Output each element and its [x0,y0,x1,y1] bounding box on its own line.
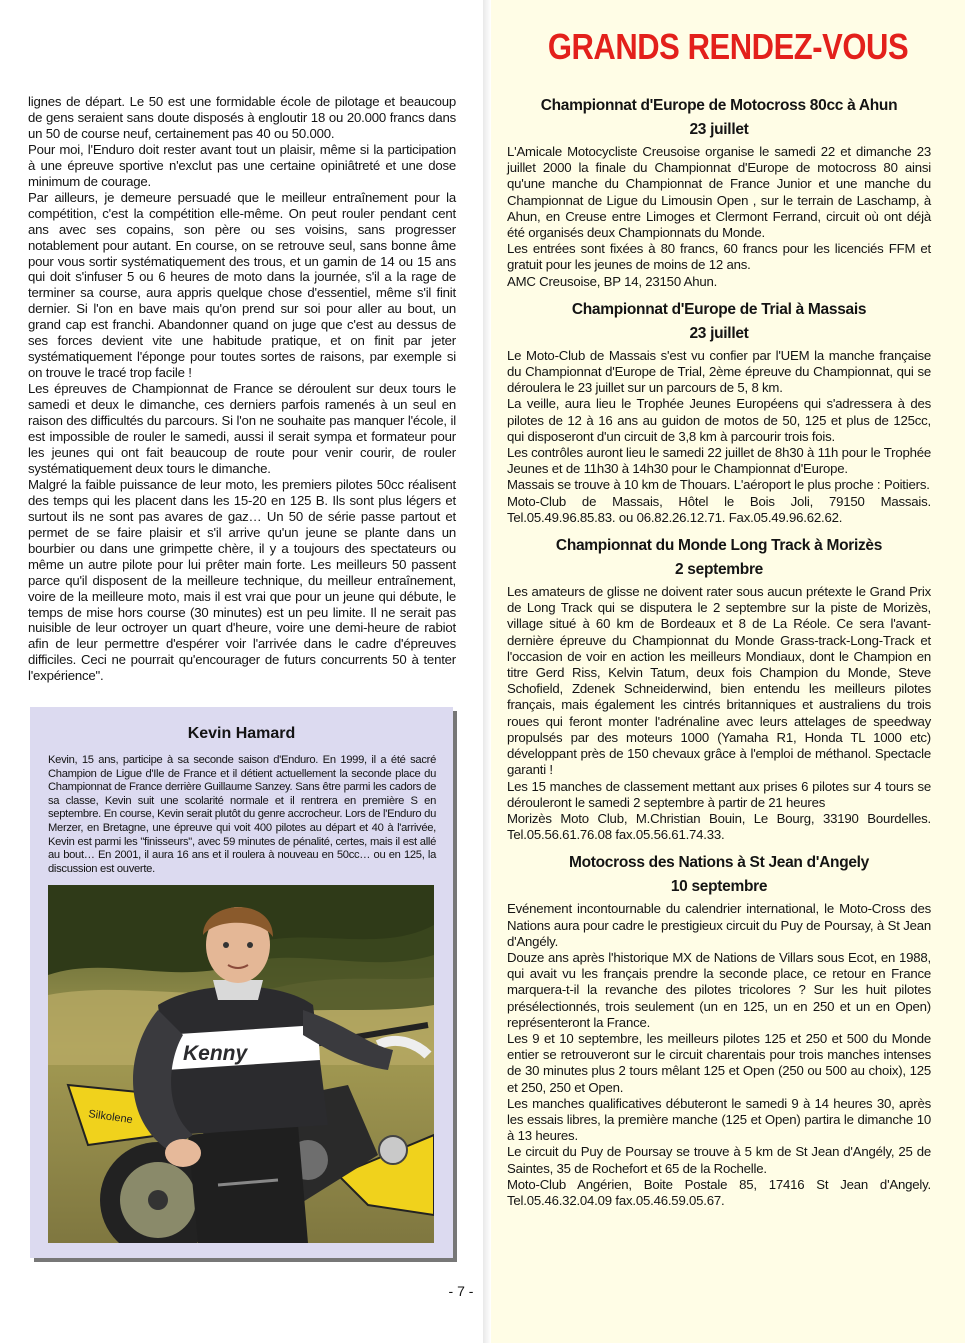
left-paragraph: Les épreuves de Championnat de France se déroulent sur deux tours le samedi et deux le dimanche, ces derniers parfois ramenés à un seul en raison des difficultés du parcours. Si l'on ne souhaite pas manquer l'école, il est impossible de rouler le samedi, aussi il serait sympa et formateur pour les jeunes qui ont fait beaucoup de route pour venir courir, de rouler systématiquement deux tours le dimanche. [28,381,456,476]
event-paragraph: La veille, aura lieu le Trophée Jeunes Européens qui s'adressera à des pilotes de 12 à 16 ans au guidon de motos de 50, 125 et plus de 125cc, qui disposeront d'un circuit de 3,8 km à parcourir trois fois. [507,396,931,444]
event-heading [507,851,931,899]
event-paragraph: Les contrôles auront lieu le samedi 22 juillet de 8h30 à 11h pour le Trophée Jeunes et de 11h30 à 14h30 pour le Championnat d'Europe. [507,445,931,477]
event-date: 23 juillet [689,121,749,138]
event-name: Championnat d'Europe de Motocross 80cc à Ahun [540,97,898,114]
event-name: Championnat d'Europe de Trial à Massais [571,300,867,318]
event-paragraph: Moto-Club Angérien, Boite Postale 85, 17416 St Jean d'Angely. Tel.05.46.32.04.09 fax.05.46.59.05.67. [507,1176,931,1208]
event-date: 10 septembre [670,878,768,896]
event-name: Motocross des Nations à St Jean d'Angely [568,854,870,872]
page-fold [483,0,491,1343]
jersey-logo-text: Kenny [183,1042,248,1065]
event-paragraph: Douze ans après l'historique MX de Nations de Villars sous Ecot, en 1988, qui avait vu les français prendre la seconde place, ce retour en France marquera-t-il la revanche des pilotes tricolores ? Sur les huit pilotes présélectionnés, trois seulement (un en 125, un en 250 et un en Open) représenteront la France. [507,949,931,1030]
event-morizes [507,534,931,843]
left-paragraph: lignes de départ. Le 50 est une formidable école de pilotage et beaucoup de gens seraient sans doute disposés à engloutir 18 ou 20.000 francs dans un 50 de course neuf, certainement pas 40 ou 50.000. [28,94,456,141]
page-number: - 7 - [448,1283,474,1299]
event-date: 2 septembre [674,561,764,579]
event-paragraph: Les 9 et 10 septembre, les meilleurs pilotes 125 et 250 et 500 du Monde entier se retrouveront sur le circuit charentais pour trois manches intenses de 30 minutes plus 2 tours mêlant 125 et Open (250 ou 500 au choix), 125 et 250, 250 et Open. [507,1030,931,1095]
event-massais [507,298,931,526]
rider-photo-illustration [48,885,434,1243]
events-list [507,94,931,1209]
event-heading [507,94,931,142]
section-title: GRANDS RENDEZ-VOUS [547,26,909,67]
left-paragraph: Par ailleurs, je demeure persuadé que le meilleur entraînement pour la compétition, c'est la compétition elle-même. On peut rouler pendant cent ans avec ses copains, son père ou ses voisins, sans progresser notablement pour autant. En course, on se retrouve seul, sans bonne âme pour vous sortir systématiquement des trous, et un gamin de 14 ou 15 ans qui doit s'infuser 5 ou 6 heures de moto dans la journée, s'il a la rage de terminer sa course, aura appris quelque chose d'essentiel, même s'il finit dernier. Si l'on en bave mais qu'on prend sur soi pour aller au bout, un grand cap est franchi. Abandonner quand on juge que c'est au dessus de ses forces devient vite une habitude pratique, et on finit par jeter systématiquement l'éponge pour toutes sortes de raisons, par exemple si on trouve le tracé trop facile ! [28,189,456,381]
sidebar-title: Kevin Hamard [187,725,296,742]
event-st-jean-dangely [507,851,931,1209]
sidebar-body: Kevin, 15 ans, participe à sa seconde saison d'Enduro. En 1999, il a été sacré Champion de Ligue d'Ile de France et il détient actuellement la seconde place du Championnat de France derrière Guillaume Sanzey. Sans être parmi les cadors de sa classe, Kevin suit une scolarité normale et il rentrera en première S en septembre. En course, Kevin serait plutôt du genre accrocheur. Lors de l'Enduro du Merzer, en Bretagne, une épreuve qui voit 400 pilotes au départ et 40 à l'arrivée, Kevin est parmi les "finisseurs", avec 59 minutes de pénalité, certes, mais il est allé au bout… En 2001, il aura 16 ans et il roulera à nouveau en 50cc… ou en 125, la discussion est ouverte. [48,754,436,875]
event-paragraph: Les amateurs de glisse ne doivent rater sous aucun prétexte le Grand Prix de Long Track qui se disputera le 2 septembre sur la piste de Morizès, village situé à 60 km de Bordeaux et 8 de La Réole. Ce sera l'avant-dernière épreuve du Championnat du Monde Grass-track-Long-Track et l'occasion de voir en action les meilleurs Mondiaux, dont le Champion en titre Gerd Riss, Kelvin Tatum, deux fois Champion du Monde, Steve Schofield, Zdenek Schneiderwind, bien entendu les meilleurs pilotes français, mais également les cintrés britanniques et australiens du trois roues qui feront monter l'adrénaline avec leurs attelages de speedway propulsés par des moteurs 1000 (Yamaha R1, Honda TL 1000 etc) développant près de 150 chevaux grâce à l'emploi de méthanol. Spectacle garanti ! [507,584,931,778]
event-paragraph: Massais se trouve à 10 km de Thouars. L'aéroport le plus proche : Poitiers. [507,477,930,493]
rider-photo [48,885,434,1243]
event-paragraph: Les 15 manches de classement mettant aux prises 6 pilotes sur 4 tours se dérouleront le samedi 2 septembre à partir de 21 heures [507,778,931,810]
event-paragraph: Moto-Club de Massais, Hôtel le Bois Joli, 79150 Massais. Tel.05.49.96.85.83. ou 06.82.26.12.71. Fax.05.49.96.62.62. [507,493,931,525]
left-article [28,94,456,684]
event-heading [507,298,931,346]
event-paragraph: L'Amicale Motocycliste Creusoise organise le samedi 22 et dimanche 23 juillet 2000 la finale du Championnat d'Europe de motocross 80 ainsi qu'une manche du Championnat de France Junior et une manche du Championnat de Ligue du Limousin Open , sur le terrain de Laschamp, à Ahun, en Creuse entre Limoges et Clermont Ferrand, circuit où ont déjà été organisés deux Championnats du Monde. [507,144,931,241]
event-heading [507,534,931,582]
event-name: Championnat du Monde Long Track à Morizès [555,537,883,555]
event-paragraph: Morizès Moto Club, M.Christian Bouin, Le Bourg, 33190 Bourdelles. Tel.05.56.61.76.08 fax.05.56.61.74.33. [507,810,931,843]
event-paragraph: AMC Creusoise, BP 14, 23150 Ahun. [507,273,718,289]
event-paragraph: Le Moto-Club de Massais s'est vu confier par l'UEM la manche française du Championnat d'Europe de Trial, 2ème épreuve du Championnat, qui se déroulera le 23 juillet sur un parcours de 5, 8 km. [507,347,931,396]
event-paragraph: Le circuit du Puy de Poursay se trouve à 5 km de St Jean d'Angély, 25 de Saintes, 35 de Rochefort et 65 de la Rochelle. [507,1144,931,1176]
event-ahun [507,94,931,290]
event-date: 23 juillet [689,324,749,342]
left-paragraph: Malgré la faible puissance de leur moto, les premiers pilotes 50cc réalisent des temps qui les placent dans les 15-20 en 125 B. Ils sont plus légers et surtout ils ne sont pas avares de gaz… Un 50 de série passe partout et permet de se faire plaisir et s'il arrive qu'un jeune se plante dans un bourbier ou dans une grimpette chère, il y a toujours des spectateurs ou même un autre pilote pour lui prêter main forte. Les meilleurs 50 passent parce qu'il disposent de la meilleure technique, du meilleur entraînement, voire de la meilleure moto, mais il est vrai que pour un jeune qui débute, le temps de mise hors course (30 minutes) est un peu limite. Il ne serait pas nuisible de leur octroyer un quart d'heure, voire une demi-heure de rabiot afin de leur permettre d'espérer voir l'arrivée dans le cadre d'épreuves difficiles. Ceci ne pourrait qu'encourager de futurs concurrents 50 à tenter l'expérience". [28,476,456,684]
event-paragraph: Evénement incontournable du calendrier international, le Moto-Cross des Nations aura pour cadre le prestigieux circuit du Puy de Poursay, à St Jean d'Angély. [507,901,931,949]
kevin-hamard-sidebar [30,707,453,1258]
event-paragraph: Les entrées sont fixées à 80 francs, 60 francs pour les licenciés FFM et gratuit pour les jeunes de moins de 12 ans. [507,241,931,273]
left-paragraph: Pour moi, l'Enduro doit rester avant tout un plaisir, même si la participation à une épreuve sportive n'exclut pas une certaine opiniâtreté et une dose minimum de courage. [28,141,456,189]
bike-logo-text: Silkolene [87,1108,134,1127]
event-paragraph: Les manches qualificatives débuteront le samedi 9 à 14 heures 30, après les essais libres, la première manche (125 et Open) partira le dimanche 10 à 13 heures. [507,1095,931,1144]
